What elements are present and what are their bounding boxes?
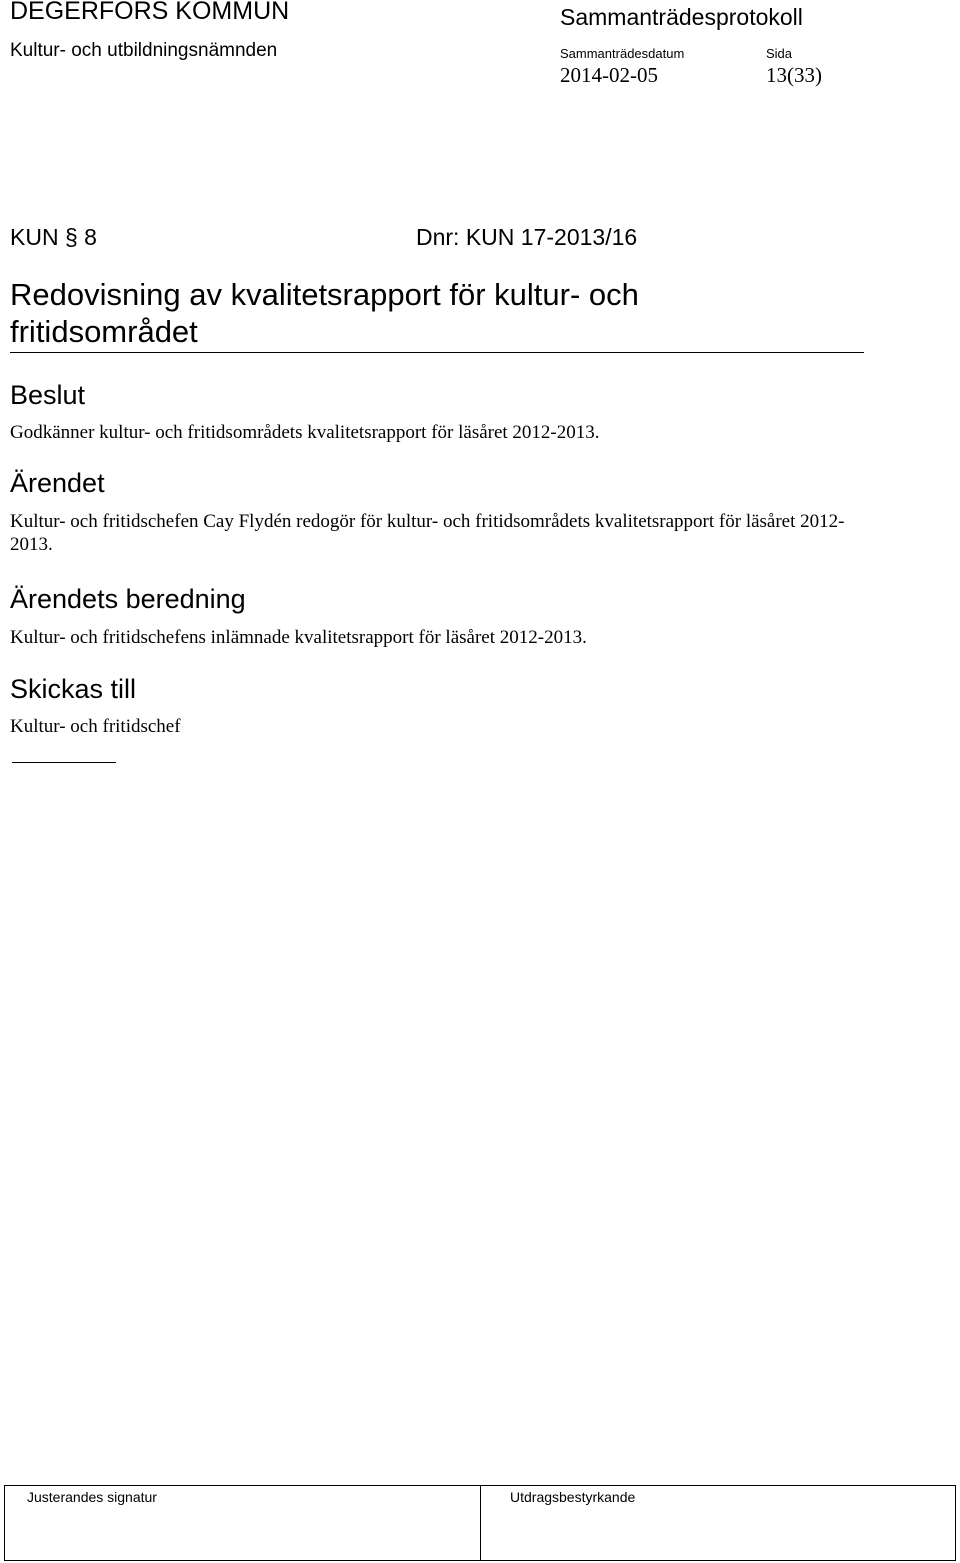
- meeting-date-value: 2014-02-05: [560, 63, 658, 87]
- section-heading-skickas-till: Skickas till: [10, 674, 137, 704]
- paragraph-number: KUN § 8: [10, 224, 97, 250]
- diary-number: Dnr: KUN 17-2013/16: [416, 224, 638, 250]
- certification-label: Utdragsbestyrkande: [510, 1489, 636, 1505]
- meeting-date-label: Sammanträdesdatum: [560, 46, 685, 61]
- section-text-skickas-till: Kultur- och fritidschef: [10, 716, 181, 737]
- signature-label: Justerandes signatur: [27, 1489, 157, 1505]
- organization-name: DEGERFORS KOMMUN: [10, 0, 290, 25]
- section-text-beslut: Godkänner kultur- och fritidsområdets kvalitetsrapport för läsåret 2012-2013.: [10, 422, 600, 443]
- section-text-arendet: Kultur- och fritidschefen Cay Flydén redogör för kultur- och fritidsområdets kvalitetsrapport för läsåret 2012-2013.: [10, 511, 845, 555]
- document-type: Sammanträdesprotokoll: [560, 4, 803, 30]
- section-heading-beredning: Ärendets beredning: [10, 584, 246, 614]
- item-title: Redovisning av kvalitetsrapport för kultur- och fritidsområdet: [10, 277, 639, 349]
- section-text-beredning: Kultur- och fritidschefens inlämnade kvalitetsrapport för läsåret 2012-2013.: [10, 627, 587, 648]
- signature-box-divider: [480, 1485, 481, 1561]
- committee-name: Kultur- och utbildningsnämnden: [10, 40, 278, 61]
- section-heading-arendet: Ärendet: [10, 468, 105, 498]
- end-divider: [12, 762, 116, 763]
- section-heading-beslut: Beslut: [10, 380, 86, 410]
- page-number: 13(33): [766, 63, 822, 87]
- page-label: Sida: [766, 46, 793, 61]
- title-divider: [10, 352, 864, 353]
